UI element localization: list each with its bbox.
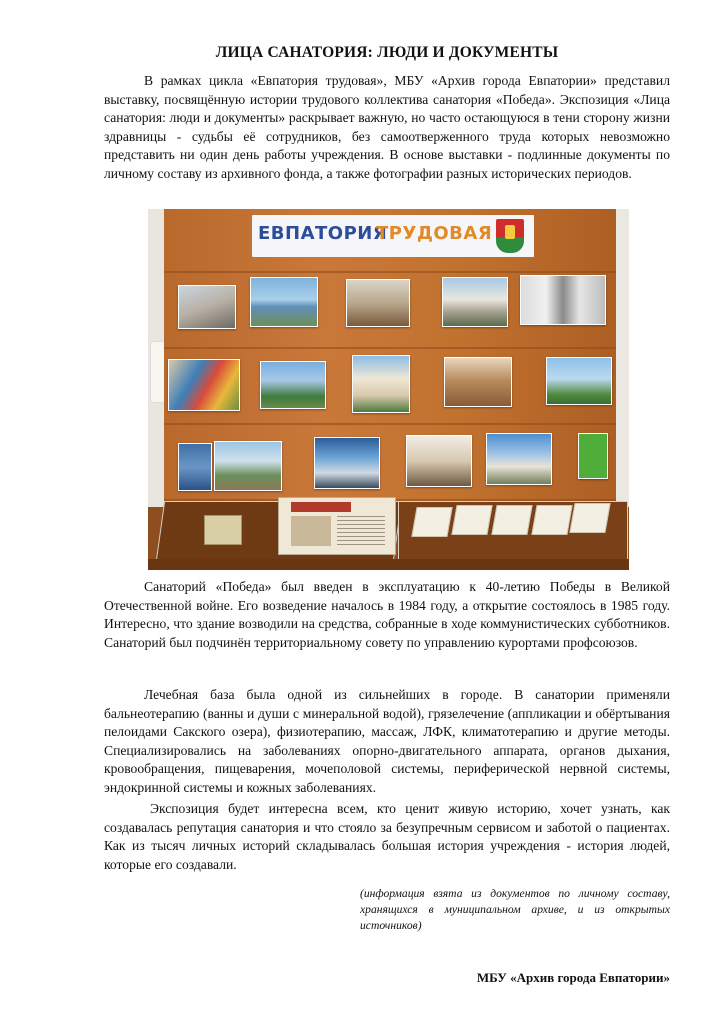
signature: МБУ «Архив города Евпатории» — [476, 970, 670, 985]
exhibit-photo — [214, 441, 282, 491]
exhibit-photo — [260, 361, 326, 409]
intro-paragraph: В рамках цикла «Евпатория трудовая», МБУ «Архив города Евпатории» представил выставку, посвящённую истории трудового коллектива санатория «Победа». Экспозиция «Лица санатория: люди и документы» раскрывает важную, но часто остающуюся в тени сторону жизни здравницы - судьбы её сотрудников, без самоотверженного труда которых невозможно представить ни один день работы учреждения. В основе выставки - подлинные документы по личному составу из архивного фонда, а также фотографии разных исторических периодов. — [104, 73, 670, 181]
source-note: (информация взята из документов по личному составу, хранящихся в муниципальном архиве, и из открытых источников) — [360, 887, 670, 932]
photo-banner — [252, 215, 534, 257]
stand-edge — [148, 559, 629, 570]
board-plank — [164, 347, 616, 349]
exhibit-photo — [250, 277, 318, 327]
exhibit-photo — [178, 285, 236, 329]
crest-mark — [505, 225, 515, 239]
photo-wood-board — [164, 209, 616, 509]
treatment-paragraph: Лечебная база была одной из сильнейших в городе. В санатории применяли бальнеотерапию (ванны и души с минеральной водой), грязелечение (аппликации и обёртывания пелоидами Сакского озера), физиотерапию, массаж, ЛФК, климатотерапию и другие методы. Специализировались на заболеваниях опорно-двигательного аппарата, органов дыхания, кровообращения, пищеварения, мочеполовой системы, периферической нервной системы, эндокринной системы и кожных заболеваниях. — [104, 687, 670, 795]
exhibit-document — [491, 505, 532, 535]
exhibit-document — [569, 503, 610, 533]
board-plank — [164, 271, 616, 273]
closing-paragraph: Экспозиция будет интересна всем, кто ценит живую историю, хочет узнать, как создавалась репутация санатория и что стояло за безупречным сервисом и заботой о пациентах. Как из тысяч личных историй складывалась большая история учреждения - история людей, которые его создавали. — [104, 801, 670, 872]
exhibit-photo — [168, 359, 240, 411]
banner-text-blue: ЕВПАТОРИЯ — [258, 223, 388, 244]
exhibit-document — [531, 505, 572, 535]
board-plank — [164, 423, 616, 425]
book-illustration — [291, 516, 331, 546]
exhibit-document — [451, 505, 492, 535]
exhibit-green-card — [578, 433, 608, 479]
exhibit-photo — [178, 443, 212, 491]
exhibit-photo — [442, 277, 508, 327]
exhibit-photo — [486, 433, 552, 485]
exhibit-photo — [406, 435, 472, 487]
document-title: ЛИЦА САНАТОРИЯ: ЛЮДИ И ДОКУМЕНТЫ — [215, 44, 559, 61]
exhibit-photo — [346, 279, 410, 327]
history-paragraph: Санаторий «Победа» был введен в эксплуатацию к 40-летию Победы в Великой Отечественной войне. Его возведение началось в 1984 году, а открытие состоялось в 1985 году. Интересно, что здание возводили на средства, собранные в ходе коммунистических субботников. Санаторий был подчинён территориальному совету по управлению курортами профсоюзов. — [104, 579, 670, 650]
city-crest-icon — [496, 219, 524, 253]
exhibit-photo — [444, 357, 512, 407]
banner-text-orange: ТРУДОВАЯ — [376, 223, 493, 244]
exhibition-photo — [148, 209, 629, 570]
exhibit-photo — [352, 355, 410, 413]
book-text-lines — [337, 516, 385, 546]
exhibit-booklet — [204, 515, 242, 545]
exhibit-open-book — [278, 497, 396, 555]
exhibit-photo — [546, 357, 612, 405]
exhibit-document — [411, 507, 452, 537]
exhibit-photo — [520, 275, 606, 325]
book-title-strip — [291, 502, 351, 512]
exhibit-photo — [314, 437, 380, 489]
